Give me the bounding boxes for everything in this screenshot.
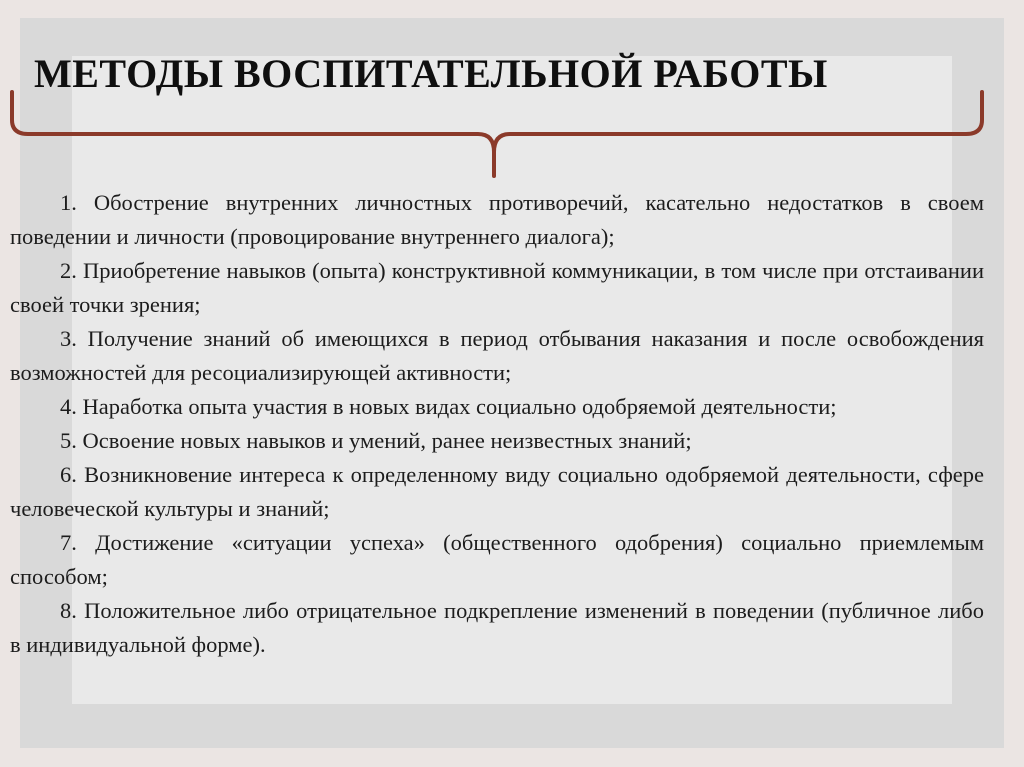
list-item: 2. Приобретение навыков (опыта) конструктивной коммуникации, в том числе при отстаивании своей точки зрения; (10, 258, 984, 317)
slide-title: МЕТОДЫ ВОСПИТАТЕЛЬНОЙ РАБОТЫ (34, 51, 828, 96)
list-item: 8. Положительное либо отрицательное подкрепление изменений в поведении (публичное либо в индивидуальной форме). (10, 598, 984, 657)
list-item: 3. Получение знаний об имеющихся в период отбывания наказания и после освобождения возможностей для ресоциализирующей активности; (10, 326, 984, 385)
list-item: 4. Наработка опыта участия в новых видах социально одобряемой деятельности; (60, 394, 837, 419)
list-item: 7. Достижение «ситуации успеха» (общественного одобрения) социально приемлемым способом; (10, 530, 984, 589)
methods-list (10, 186, 984, 662)
list-item: 6. Возникновение интереса к определенному виду социально одобряемой деятельности, сфере человеческой культуры и знаний; (10, 462, 984, 521)
list-item: 5. Освоение новых навыков и умений, ранее неизвестных знаний; (60, 428, 692, 453)
list-item: 1. Обострение внутренних личностных противоречий, касательно недостатков в своем поведении и личности (провоцирование внутреннего диалога); (10, 190, 984, 249)
